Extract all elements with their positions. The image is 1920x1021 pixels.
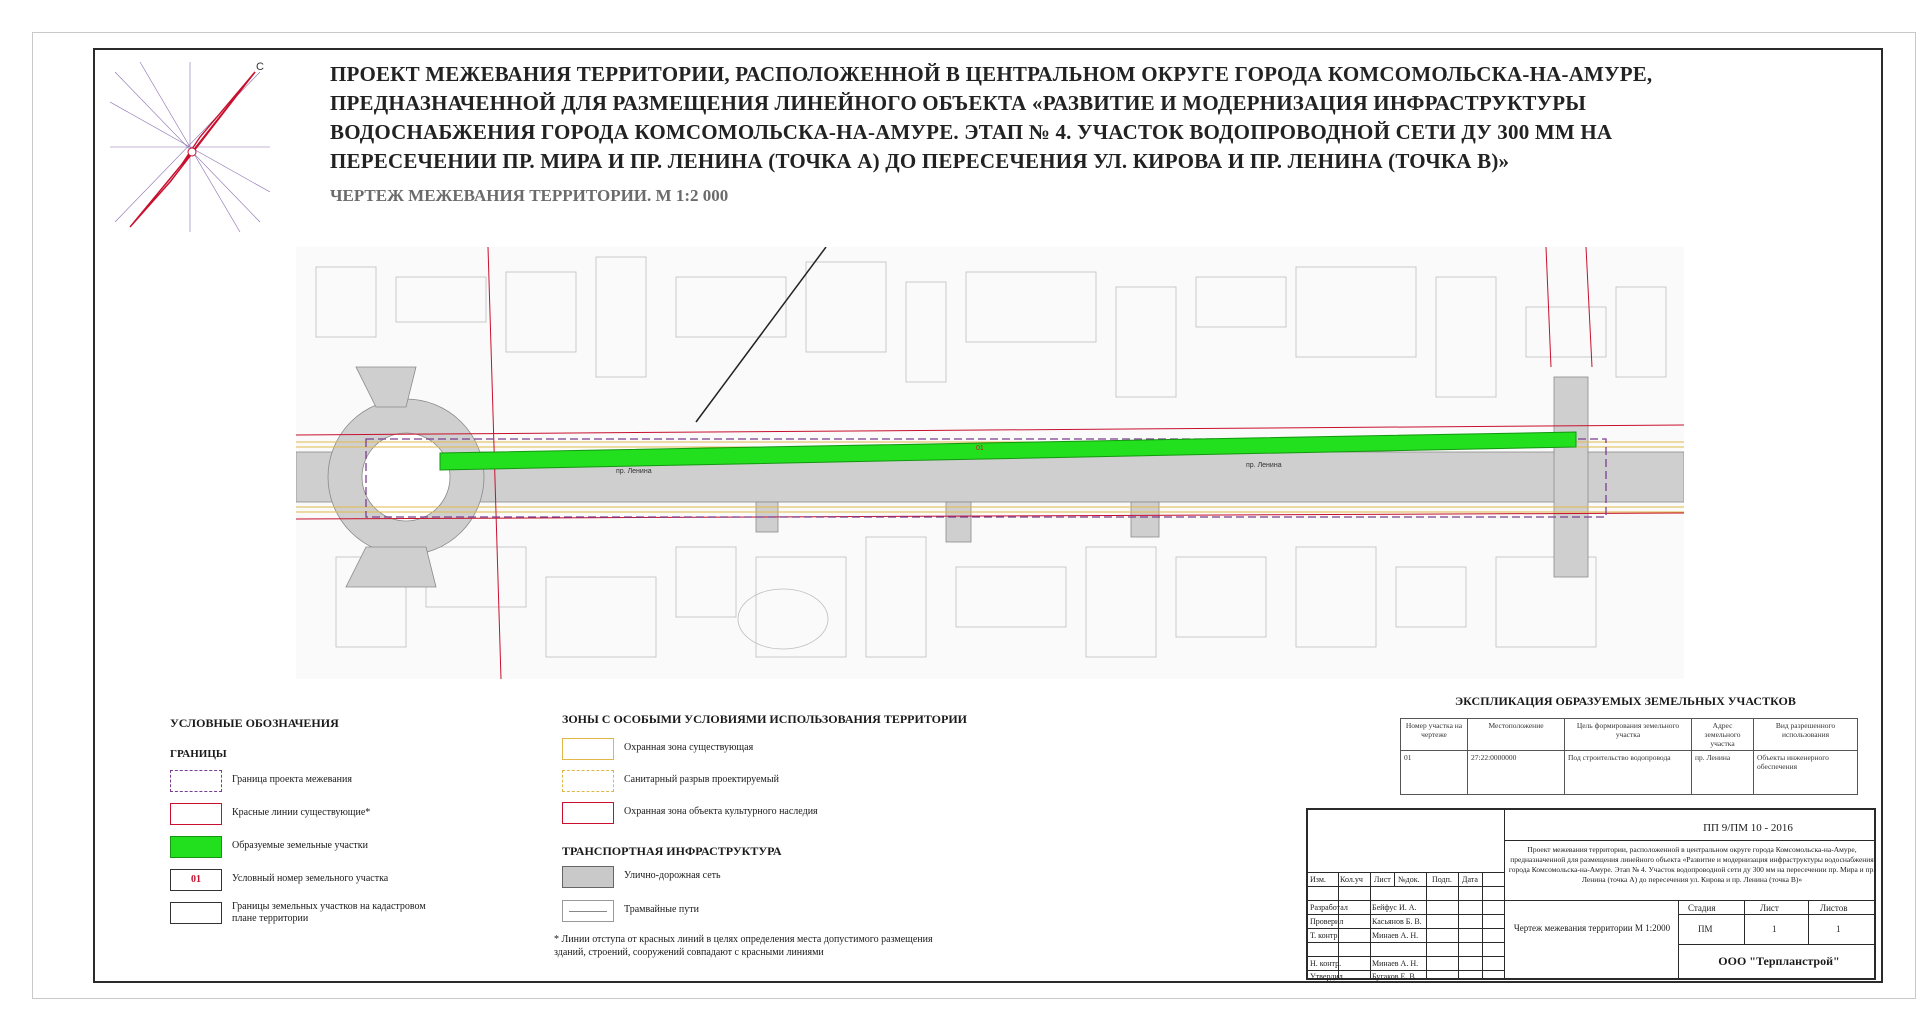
stage-value: ПМ xyxy=(1698,924,1713,934)
zones-title: ЗОНЫ С ОСОБЫМИ УСЛОВИЯМИ ИСПОЛЬЗОВАНИЯ ТЕРРИТОРИИ xyxy=(562,712,968,726)
sheet-value: 1 xyxy=(1772,924,1777,934)
sheets-value: 1 xyxy=(1836,924,1841,934)
legend-borders-title: ГРАНИЦЫ xyxy=(170,748,227,760)
street-label-left: пр. Ленина xyxy=(616,468,652,475)
sanitary-zone-swatch xyxy=(562,770,614,792)
formed-parcels-swatch xyxy=(170,836,222,858)
parcel-number-label: 01 xyxy=(976,445,984,452)
roads-swatch xyxy=(562,866,614,888)
street-label-right: пр. Ленина xyxy=(1246,462,1282,469)
drawing-title: ПРОЕКТ МЕЖЕВАНИЯ ТЕРРИТОРИИ, РАСПОЛОЖЕННОЙ В ЦЕНТРАЛЬНОМ ОКРУГЕ ГОРОДА КОМСОМОЛЬСКА-НА-АМУРЕ, ПРЕДНАЗНАЧЕННОЙ ДЛЯ РАЗМЕЩЕНИЯ ЛИНЕЙНОГО ОБЪЕКТА «РАЗВИТИЕ И МОДЕРНИЗАЦИЯ ИНФРАСТРУКТУРЫ ВОДОСНАБЖЕНИЯ ГОРОДА КОМСОМОЛЬСКА-НА-АМУРЕ. ЭТАП № 4. УЧАСТОК ВОДОПРОВОДНОЙ СЕТИ ДУ 300 ММ НА ПЕРЕСЕЧЕНИИ ПР. МИРА И ПР. ЛЕНИНА (ТОЧКА А) ДО ПЕРЕСЕЧЕНИЯ УЛ. КИРОВА И ПР. ЛЕНИНА (ТОЧКА В)» xyxy=(330,62,1653,173)
legend-title: УСЛОВНЫЕ ОБОЗНАЧЕНИЯ xyxy=(170,716,339,730)
drawing-name: Чертеж межевания территории М 1:2000 xyxy=(1513,923,1671,933)
organization-name: ООО "Терпланстрой" xyxy=(1718,954,1840,968)
compass-north-letter: С xyxy=(256,62,264,73)
document-code: ПП 9/ПМ 10 - 2016 xyxy=(1703,822,1793,834)
cadastral-map xyxy=(296,247,1684,679)
existing-zone-swatch xyxy=(562,738,614,760)
explication-table xyxy=(1400,718,1858,795)
table-header-row: Номер участка на чертеже Местоположение Цель формирования земельного участка Адрес земельного участка Вид разрешенного использования xyxy=(1401,719,1858,751)
heritage-zone-swatch xyxy=(562,802,614,824)
red-lines-swatch xyxy=(170,803,222,825)
tram-swatch xyxy=(562,900,614,922)
drawing-subtitle: ЧЕРТЕЖ МЕЖЕВАНИЯ ТЕРРИТОРИИ. М 1:2 000 xyxy=(330,186,729,205)
title-block: Изм. Кол.уч Лист №док. Подп. Дата Разработал Бейфус И. А. Проверил Касьянов Б. В. Т. контр. Минаев А. Н. Н. контр. Минаев А. Н. Утвердил Бугаков Е. В. ПП 9/ПМ 10 - 2016 Проект межевания территории, расположенной в центральном округе города Комсомольска-на-Амуре, предназначенной для размещения линейного объекта «Развитие и модернизация инфраструктуры водоснабжения города Комсомольска-на-Амуре. Этап № 4. Участок водопроводной сети ду 300 мм на пересечении пр. Мира и пр. Ленина (точка А) до пересечения ул. Кирова и пр. Ленина (точка В)» Чертеж межевания территории М 1:2000 Стадия Лист Листов ПМ 1 1 ООО "Терпланстрой" xyxy=(1306,808,1876,980)
compass-rose-icon xyxy=(110,62,270,232)
explication-title: ЭКСПЛИКАЦИЯ ОБРАЗУЕМЫХ ЗЕМЕЛЬНЫХ УЧАСТКОВ xyxy=(1455,694,1796,708)
stamp-description: Проект межевания территории, расположенной в центральном округе города Комсомольска-на-Амуре, предназначенной для размещения линейного объекта «Развитие и модернизация инфраструктуры водоснабжения города Комсомольска-на-Амуре. Этап № 4. Участок водопроводной сети ду 300 мм на пересечении пр. Мира и пр. Ленина (точка А) до пересечения ул. Кирова и пр. Ленина (точка В)» xyxy=(1508,845,1876,884)
parcel-number-swatch: 01 xyxy=(170,869,222,891)
footnote: * Линии отступа от красных линий в целях определения места допустимого размещения зданий, строений, сооружений совпадают с красными линиями xyxy=(554,934,933,958)
table-row: 01 27:22:0000000 Под строительство водопровода пр. Ленина Объекты инженерного обеспечения xyxy=(1401,751,1858,795)
cadastral-borders-swatch xyxy=(170,902,222,924)
transport-title: ТРАНСПОРТНАЯ ИНФРАСТРУКТУРА xyxy=(562,844,782,858)
project-boundary-swatch xyxy=(170,770,222,792)
